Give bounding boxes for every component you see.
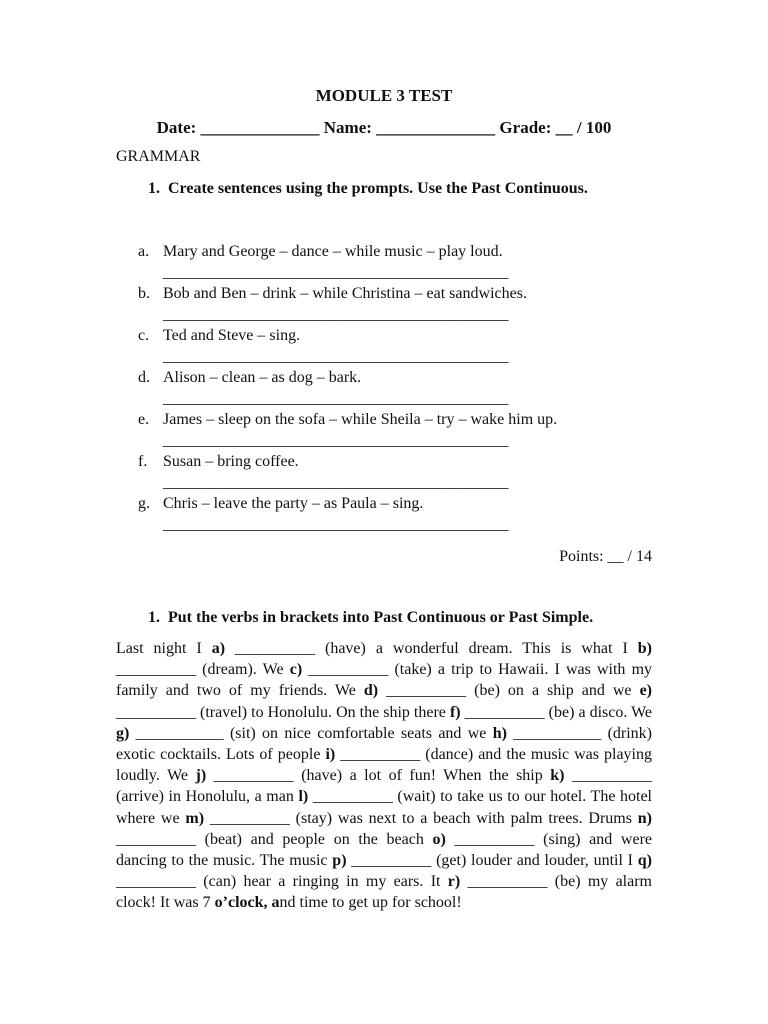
story-text: __________ (get) louder and louder, until I xyxy=(346,852,638,870)
item-letter: b. xyxy=(138,285,150,302)
item-prompt: James – sleep on the sofa – while Sheila – try – wake him up. xyxy=(163,411,558,428)
gap-label: a xyxy=(271,894,280,912)
gap-label: c) xyxy=(289,661,303,679)
list-item xyxy=(138,243,658,285)
item-letter: c. xyxy=(138,327,150,344)
item-prompt: Chris – leave the party – as Paula – sing. xyxy=(163,495,424,512)
gap-label: e) xyxy=(639,682,652,700)
story-text: __________ (be) my alarm clock! It was 7 xyxy=(116,873,652,912)
gap-label: j) xyxy=(195,767,207,785)
gap-label: h) xyxy=(492,724,507,742)
story-text: ___________ (drink) exotic cocktails. Lots of people xyxy=(116,724,653,764)
story-text: __________ (be) a disco. We xyxy=(460,703,653,721)
item-letter: d. xyxy=(138,369,150,386)
story-text: __________ (be) on a ship and we xyxy=(378,682,640,700)
story-text: nd time to get up for school! xyxy=(279,894,462,912)
story-text: __________ (take) a trip to Hawaii. I was with my family and two of my friends. We xyxy=(116,661,653,700)
item-prompt: Mary and George – dance – while music – play loud. xyxy=(163,243,503,260)
answer-line: ______________________________________________ xyxy=(163,516,508,533)
list-item xyxy=(138,285,658,327)
story-text: __________ (stay) was next to a beach with palm trees. Drums xyxy=(204,809,638,827)
gap-label: o) xyxy=(432,830,446,848)
student-info-line: Date: ______________ Name: ______________ Grade: __ / 100 xyxy=(156,118,612,137)
gap-label: b) xyxy=(637,640,653,657)
story-text: Last night I xyxy=(116,640,212,657)
list-item xyxy=(138,327,658,369)
story-text: __________ (sing) and were dancing to the music. The music xyxy=(116,830,653,870)
story-paragraph xyxy=(116,638,652,914)
answer-line: ______________________________________________ xyxy=(163,432,508,449)
list-item xyxy=(138,369,658,411)
answer-line: ______________________________________________ xyxy=(163,390,508,407)
task-instruction-2: 1. Put the verbs in brackets into Past Continuous or Past Simple. xyxy=(148,609,594,626)
item-prompt: Ted and Steve – sing. xyxy=(163,327,301,344)
answer-line: ______________________________________________ xyxy=(163,474,508,491)
gap-label: f) xyxy=(449,703,461,721)
page-title: MODULE 3 TEST xyxy=(315,86,453,105)
story-text: __________ (travel) to Honolulu. On the ship there xyxy=(116,703,450,721)
gap-label: o’clock, xyxy=(214,894,268,912)
item-prompt: Bob and Ben – drink – while Christina – eat sandwiches. xyxy=(163,285,527,302)
points-score: Points: __ / 14 xyxy=(559,548,652,565)
story-text: __________ (arrive) in Honolulu, a man xyxy=(116,767,653,806)
gap-label: a) xyxy=(211,640,226,657)
answer-line: ______________________________________________ xyxy=(163,306,508,323)
gap-label: g) xyxy=(116,724,130,742)
story-text: __________ (can) hear a ringing in my ears. It xyxy=(116,873,448,891)
gap-label: r) xyxy=(447,873,461,891)
gap-label: n) xyxy=(637,809,653,827)
exercise-list xyxy=(138,243,658,537)
gap-label: p) xyxy=(332,852,347,870)
gap-label: m) xyxy=(185,809,205,827)
task-instruction-1: 1. Create sentences using the prompts. Use the Past Continuous. xyxy=(148,180,588,197)
gap-label: q) xyxy=(637,852,653,870)
item-letter: e. xyxy=(138,411,150,428)
story-text: __________ (have) a lot of fun! When the ship xyxy=(206,767,551,785)
gap-label: d) xyxy=(363,682,379,700)
story-text: __________ (dream). We xyxy=(116,661,290,679)
gap-label: k) xyxy=(550,767,565,785)
story-text: ___________ (sit) on nice comfortable seats and we xyxy=(129,724,493,742)
story-text: __________ (wait) to take us to our hotel. The hotel where we xyxy=(116,788,652,827)
item-letter: f. xyxy=(138,453,148,470)
list-item xyxy=(138,495,658,537)
list-item xyxy=(138,411,658,453)
gap-label: i) xyxy=(325,746,336,764)
list-item xyxy=(138,453,658,495)
item-prompt: Alison – clean – as dog – bark. xyxy=(163,369,362,386)
section-heading: GRAMMAR xyxy=(116,148,201,165)
answer-line: ______________________________________________ xyxy=(163,264,508,281)
item-letter: g. xyxy=(138,495,150,512)
item-letter: a. xyxy=(138,243,150,260)
answer-line: ______________________________________________ xyxy=(163,348,508,365)
story-text: __________ (have) a wonderful dream. This is what I xyxy=(225,640,638,657)
item-prompt: Susan – bring coffee. xyxy=(163,453,299,470)
gap-label: l) xyxy=(298,788,309,806)
story-text: __________ (beat) and people on the beach xyxy=(116,830,433,848)
story-text: __________ (dance) and the music was playing loudly. We xyxy=(116,746,652,785)
